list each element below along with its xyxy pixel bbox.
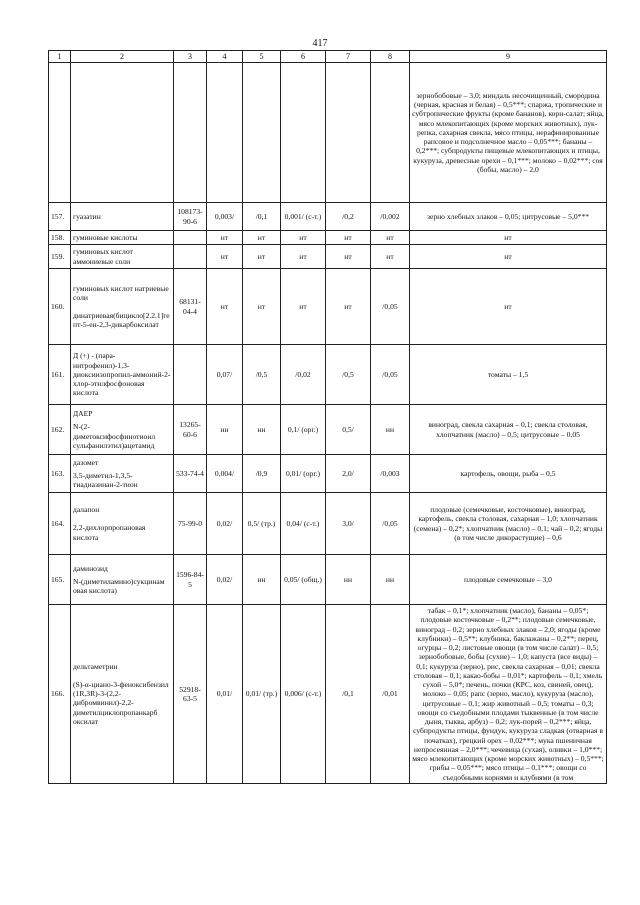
- substance-name-cell: [71, 405, 174, 455]
- cas-number: 52918-63-5: [174, 605, 207, 784]
- table-row: [49, 269, 607, 345]
- cell-col5: нт: [243, 231, 281, 245]
- substance-name: ДАЕР: [73, 409, 93, 418]
- cas-number: 108173-90-6: [174, 203, 207, 231]
- col-header-6: 6: [281, 51, 326, 63]
- substance-name: дельтаметрин: [73, 661, 118, 671]
- substance-name: Д (+) - (пара-нитрофенил)-1,3-диоксиизопропил-аммоний-2-хлор-этилфосфоновая кислота: [71, 345, 174, 405]
- cell-col8: нт: [371, 245, 410, 269]
- cell-col6: 0,001/ (с-т.): [281, 203, 326, 231]
- cell-col5: нн: [243, 555, 281, 605]
- substance-name-cell: [71, 269, 174, 345]
- cell-col8: нн: [371, 555, 410, 605]
- cas-number: 75-99-0: [174, 493, 207, 555]
- cell-col4: нн: [207, 405, 243, 455]
- cell-col6: 0,1/ (орг.): [281, 405, 326, 455]
- cell-col4: нт: [207, 269, 243, 345]
- row-number: 162.: [49, 405, 71, 455]
- cas-number: [174, 345, 207, 405]
- table-row: [49, 245, 607, 269]
- cell-col8: /0,002: [371, 203, 410, 231]
- cell-col7: нт: [326, 231, 371, 245]
- table-row: [49, 493, 607, 555]
- continuation-mrl: зернобобовые – 3,0; миндаль несочищенный, смородина (черная, красная и белая) – 0,5***; спаржа, тропические и субтропические фрукты (кроме бананов), корн-салат; яйца, мясо млекопитающих (кроме морских животных), лук-репка, сахарная свекла, мясо птицы, нерафинированные рапсовое и подсолнечное масло – 0,05***; бананы – 0,2***; субпродукты пищевые млекопитающих и птицы, кукуруза, древесные орехи – 0,1***; молоко – 0,02***; соя (бобы, масло) – 2,0: [410, 63, 607, 203]
- cell-col8: /0,01: [371, 605, 410, 784]
- cell-col7: нн: [326, 555, 371, 605]
- cell-col6: нт: [281, 269, 326, 345]
- cell-col4: 0,02/: [207, 493, 243, 555]
- row-number: 166.: [49, 605, 71, 784]
- cell-col5: нт: [243, 269, 281, 345]
- substance-name: гуминовых кислот аммониевые соли: [71, 245, 174, 269]
- row-number: 158.: [49, 231, 71, 245]
- substance-chemical-name: (S)-α-циано-3-феноксибензил (1R,3R)-3-(2,2-дибромвинил)-2,2-диметилциклопропанкарб оксилат: [73, 679, 169, 726]
- table-row: [49, 555, 607, 605]
- table-row: [49, 405, 607, 455]
- col-header-8: 8: [371, 51, 410, 63]
- cell-col4: 0,02/: [207, 555, 243, 605]
- cell-col6: нт: [281, 231, 326, 245]
- col-header-3: 3: [174, 51, 207, 63]
- row-number: 164.: [49, 493, 71, 555]
- table-row: [49, 231, 607, 245]
- cell-col6: /0,02: [281, 345, 326, 405]
- cell-col4: 0,07/: [207, 345, 243, 405]
- mrl-text: плодовые семечковые – 3,0: [410, 555, 607, 605]
- cell-col7: нт: [326, 245, 371, 269]
- col-header-1: 1: [49, 51, 71, 63]
- mrl-text: нт: [410, 245, 607, 269]
- table-row: [49, 203, 607, 231]
- substance-name: далапон: [73, 505, 100, 515]
- cas-number: 13265-60-6: [174, 405, 207, 455]
- cell-col8: /0,05: [371, 493, 410, 555]
- mrl-text: виноград, свекла сахарная – 0,1; свекла столовая, хлопчатник (масло) – 0,5; цитрусовые – 0,05: [410, 405, 607, 455]
- cell-col5: нт: [243, 245, 281, 269]
- table-row: [49, 605, 607, 784]
- cell-col7: /0,2: [326, 203, 371, 231]
- table-row: [49, 455, 607, 493]
- cell-col7: 2,0/: [326, 455, 371, 493]
- cell-col8: нн: [371, 405, 410, 455]
- mrl-text: нт: [410, 231, 607, 245]
- table-row: [49, 345, 607, 405]
- col-header-9: 9: [410, 51, 607, 63]
- mrl-text: зерно хлебных злаков – 0,05; цитрусовые – 5,0***: [410, 203, 607, 231]
- row-number: 165.: [49, 555, 71, 605]
- cas-number: 1596-84-5: [174, 555, 207, 605]
- cas-number: [174, 245, 207, 269]
- cell-col7: нт: [326, 269, 371, 345]
- substance-name: гуминовые кислоты: [71, 231, 174, 245]
- col-header-4: 4: [207, 51, 243, 63]
- regulation-table: [48, 50, 607, 784]
- substance-chemical-name: N-(2-диметоксифосфинотиоил сульфанилэтил)ацетамид: [73, 422, 156, 450]
- substance-name-cell: [71, 455, 174, 493]
- row-number: 159.: [49, 245, 71, 269]
- cell-col6: 0,04/ (с-т.): [281, 493, 326, 555]
- cell-col7: /0,5: [326, 345, 371, 405]
- cas-number: 68131-04-4: [174, 269, 207, 345]
- col-header-2: 2: [71, 51, 174, 63]
- mrl-text: плодовые (семечковые, косточковые), виноград, картофель, свекла столовая, сахарная – 1,0; хлопчатник (семена) – 0,2*; хлопчатник (масло) – 0,1; чай – 0,2; ягоды (в том числе дикорастущие) – 0,6: [410, 493, 607, 555]
- cell-col4: 0,004/: [207, 455, 243, 493]
- substance-name-cell: [71, 555, 174, 605]
- cell-col4: 0,003/: [207, 203, 243, 231]
- cell-col4: 0,01/: [207, 605, 243, 784]
- substance-name: гуминовых кислот натриевые соли: [73, 283, 169, 302]
- cell-col6: 0,01/ (орг.): [281, 455, 326, 493]
- cell-col7: 0,5/: [326, 405, 371, 455]
- cell-col5: нн: [243, 405, 281, 455]
- cell-col8: /0,003: [371, 455, 410, 493]
- page-number: 417: [312, 38, 328, 49]
- header-row: [49, 51, 607, 63]
- cell-col6: 0,006/ (с-т.): [281, 605, 326, 784]
- cas-number: 533-74-4: [174, 455, 207, 493]
- cell-col8: /0,05: [371, 345, 410, 405]
- row-number: 163.: [49, 455, 71, 493]
- mrl-text: табак – 0,1*; хлопчатник (масло), бананы – 0,05*; плодовые косточковые – 0,2**; плодовые семечковые, виноград – 0,2; зерно хлебных злаков – 2,0; ягоды (кроме клубники) – 0,5**; клубника, баклажаны – 0,2**; перец, огурцы – 0,2; листовые овощи (в том числе салат) – 0,5; зернобобовые, бобы (сухие) – 1,0; капуста (все виды) – 0,1; кукуруза (зерно), рис, свекла сахарная – 0,01; свекла столовая – 0,1; какао-бобы – 0,01*; картофель – 0,1; хмель сухой – 5,0*; печень, почки (КРС, коз, свиней, овец), молоко – 0,05; рапс (зерно, масло), кукуруза (масло), цитрусовые – 0,1; жир животный – 0,5; томаты – 0,3; овощи со съедобными плодами тыквенные (в том числе дыня, тыква, арбуз) – 0,2; лук-порей – 0,2***; яйца, субпродукты птицы, фундук, кукуруза сладкая (отварная в початках), грецкий орех – 0,02***; мука пшеничная непросеянная – 2,0***; чечевица (сухая), оливки – 1,0***; мясо млекопитающих (кроме морских животных) – 0,5***; грибы – 0,05***; мясо птицы – 0,1***; овощи со съедобными корнями и клубнями (в том: [410, 605, 607, 784]
- cell-col4: нт: [207, 245, 243, 269]
- cell-col5: 0,01/ (тр.): [243, 605, 281, 784]
- substance-chemical-name: 3,5-диметил-1,3,5-тиадиазинан-2-тион: [73, 470, 138, 490]
- cell-col5: /0,1: [243, 203, 281, 231]
- cell-col5: /0,5: [243, 345, 281, 405]
- mrl-text: картофель, овощи, рыба – 0,5: [410, 455, 607, 493]
- cell-col4: нт: [207, 231, 243, 245]
- substance-name: даминозид: [73, 563, 108, 573]
- col-header-7: 7: [326, 51, 371, 63]
- substance-chemical-name: N-(диметиламино)сукцинам овая кислота): [73, 576, 165, 596]
- substance-chemical-name: динатриевая(бицикло[2.2.1]гепт-5-ен-2,3-дикарбоксилат: [73, 311, 170, 330]
- cell-col6: 0,05/ (общ.): [281, 555, 326, 605]
- cell-col5: /0,9: [243, 455, 281, 493]
- row-number: 160.: [49, 269, 71, 345]
- row-number: 161.: [49, 345, 71, 405]
- substance-name-cell: [71, 493, 174, 555]
- mrl-text: томаты – 1,5: [410, 345, 607, 405]
- substance-chemical-name: 2,2-дихлорпропановая кислота: [73, 523, 146, 542]
- substance-name: гуазатин: [71, 203, 174, 231]
- cell-col8: /0,05: [371, 269, 410, 345]
- mrl-text: нт: [410, 269, 607, 345]
- col-header-5: 5: [243, 51, 281, 63]
- substance-name: дазомет: [73, 457, 99, 467]
- row-number: 157.: [49, 203, 71, 231]
- cell-col6: нт: [281, 245, 326, 269]
- cell-col7: 3,0/: [326, 493, 371, 555]
- cell-col7: /0,1: [326, 605, 371, 784]
- substance-name-cell: [71, 605, 174, 784]
- continuation-row: [49, 63, 607, 203]
- cas-number: [174, 231, 207, 245]
- cell-col5: 0,5/ (тр.): [243, 493, 281, 555]
- cell-col8: нт: [371, 231, 410, 245]
